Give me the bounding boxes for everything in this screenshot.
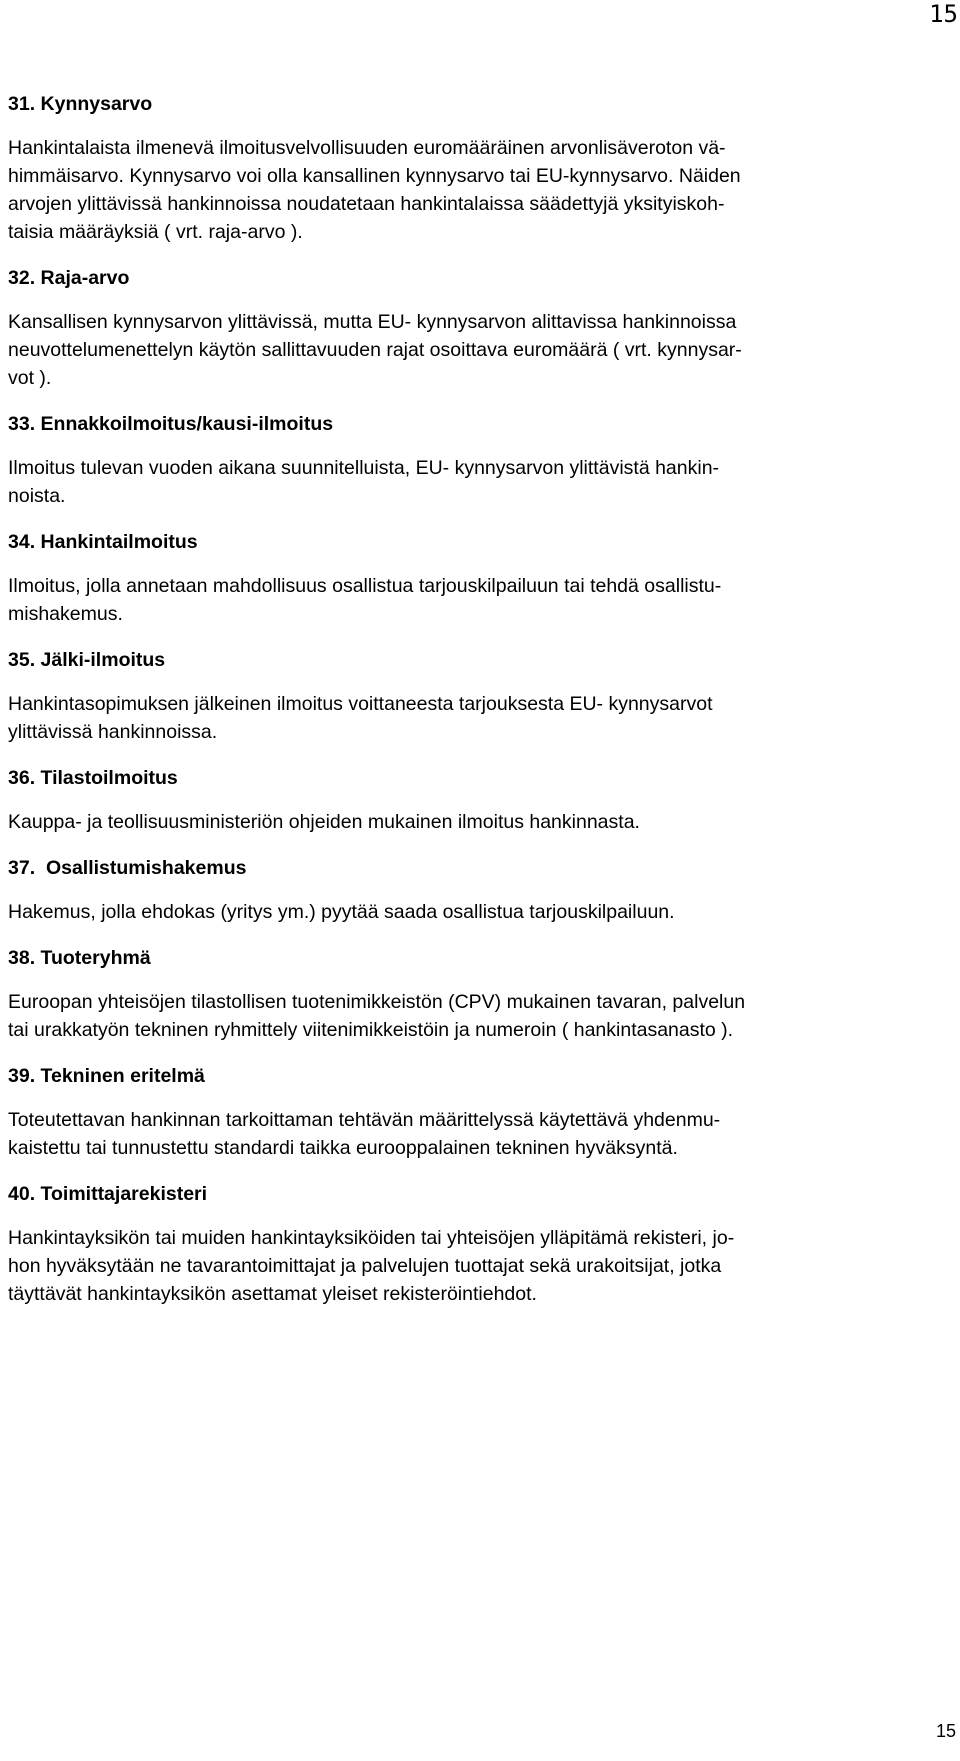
definition-31 <box>8 92 933 246</box>
section-text <box>8 988 933 1044</box>
text-line: neuvottelumenettelyn käytön sallittavuuden rajat osoittava euromäärä ( vrt. kynnysar- <box>8 339 742 361</box>
section-text <box>8 898 933 926</box>
page-number-top: 15 <box>929 0 958 28</box>
definition-40 <box>8 1182 933 1308</box>
text-line: Kansallisen kynnysarvon ylittävissä, mutta EU- kynnysarvon alittavissa hankinnoissa <box>8 311 737 333</box>
definition-38 <box>8 946 933 1044</box>
section-text <box>8 134 933 246</box>
text-line: ylittävissä hankinnoissa. <box>8 721 218 743</box>
definition-39 <box>8 1064 933 1162</box>
section-heading: 33. Ennakkoilmoitus/kausi-ilmoitus <box>8 413 334 435</box>
section-heading: 36. Tilastoilmoitus <box>8 767 178 789</box>
section-heading: 38. Tuoteryhmä <box>8 947 151 969</box>
definition-36 <box>8 766 933 836</box>
text-line: Ilmoitus tulevan vuoden aikana suunnitelluista, EU- kynnysarvon ylittävistä hankin- <box>8 457 720 479</box>
section-heading: 37. Osallistumishakemus <box>8 857 247 879</box>
section-heading: 39. Tekninen eritelmä <box>8 1065 205 1087</box>
text-line: kaistettu tai tunnustettu standardi taikka eurooppalainen tekninen hyväksyntä. <box>8 1137 678 1159</box>
section-text <box>8 572 933 628</box>
definition-33 <box>8 412 933 510</box>
definition-34 <box>8 530 933 628</box>
section-heading: 35. Jälki-ilmoitus <box>8 649 166 671</box>
text-line: noista. <box>8 485 66 507</box>
text-line: Hankintalaista ilmenevä ilmoitusvelvollisuuden euromääräinen arvonlisäveroton vä- <box>8 137 726 159</box>
text-line: Hankintayksikön tai muiden hankintayksiköiden tai yhteisöjen ylläpitämä rekisteri, jo- <box>8 1227 735 1249</box>
section-text <box>8 690 933 746</box>
section-text <box>8 1224 933 1308</box>
text-line: Toteutettavan hankinnan tarkoittaman tehtävän määrittelyssä käytettävä yhdenmu- <box>8 1109 721 1131</box>
definition-35 <box>8 648 933 746</box>
text-line: mishakemus. <box>8 603 123 625</box>
definition-32 <box>8 266 933 392</box>
section-text <box>8 808 933 836</box>
text-line: arvojen ylittävissä hankinnoissa noudatetaan hankintalaissa säädettyjä yksityiskoh- <box>8 193 725 215</box>
section-heading: 31. Kynnysarvo <box>8 93 153 115</box>
text-line: Ilmoitus, jolla annetaan mahdollisuus osallistua tarjouskilpailuun tai tehdä osallistu- <box>8 575 722 597</box>
section-heading: 40. Toimittajarekisteri <box>8 1183 208 1205</box>
document-body <box>8 92 933 1328</box>
page-number-bottom: 15 <box>935 1721 956 1741</box>
section-heading: 32. Raja-arvo <box>8 267 130 289</box>
section-text <box>8 1106 933 1162</box>
section-text <box>8 454 933 510</box>
section-heading: 34. Hankintailmoitus <box>8 531 198 553</box>
definition-37 <box>8 856 933 926</box>
text-line: hon hyväksytään ne tavarantoimittajat ja palvelujen tuottajat sekä urakoitsijat, jotka <box>8 1255 722 1277</box>
text-line: täyttävät hankintayksikön asettamat yleiset rekisteröintiehdot. <box>8 1283 537 1305</box>
text-line: taisia määräyksiä ( vrt. raja-arvo ). <box>8 221 303 243</box>
text-line: vot ). <box>8 367 52 389</box>
section-text <box>8 308 933 392</box>
text-line: Kauppa- ja teollisuusministeriön ohjeiden mukainen ilmoitus hankinnasta. <box>8 811 640 833</box>
text-line: Hankintasopimuksen jälkeinen ilmoitus voittaneesta tarjouksesta EU- kynnysarvot <box>8 693 713 715</box>
text-line: tai urakkatyön tekninen ryhmittely viitenimikkeistöin ja numeroin ( hankintasanasto ). <box>8 1019 734 1041</box>
text-line: himmäisarvo. Kynnysarvo voi olla kansallinen kynnysarvo tai EU-kynnysarvo. Näiden <box>8 165 741 187</box>
text-line: Hakemus, jolla ehdokas (yritys ym.) pyytää saada osallistua tarjouskilpailuun. <box>8 901 675 923</box>
text-line: Euroopan yhteisöjen tilastollisen tuotenimikkeistön (CPV) mukainen tavaran, palvelun <box>8 991 746 1013</box>
